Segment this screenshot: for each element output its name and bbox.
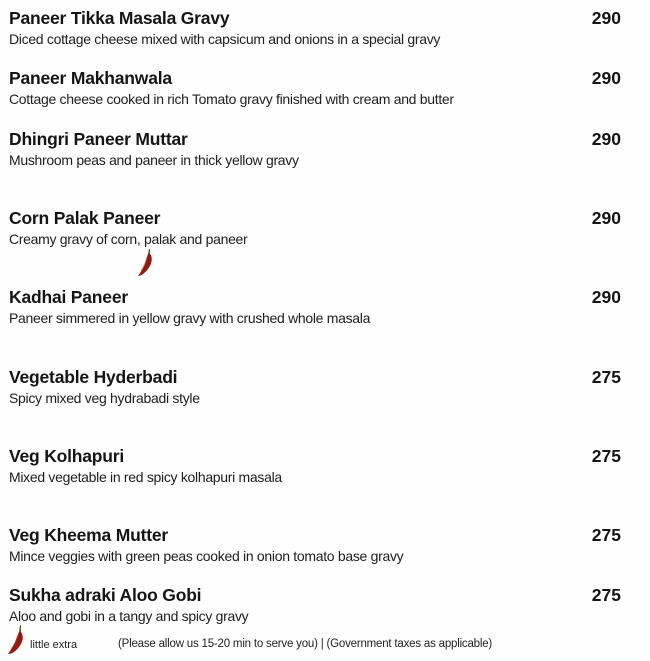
item-price: 275 xyxy=(591,446,621,466)
item-description: Diced cottage cheese mixed with capsicum and onions in a special gravy xyxy=(9,31,441,47)
item-price: 290 xyxy=(591,8,621,28)
spice-legend-label: little extra xyxy=(30,639,78,651)
item-price: 275 xyxy=(591,525,621,545)
item-description: Aloo and gobi in a tangy and spicy gravy xyxy=(9,608,249,624)
item-name: Paneer Tikka Masala Gravy xyxy=(9,8,230,28)
item-price: 290 xyxy=(591,208,621,228)
item-name: Sukha adraki Aloo Gobi xyxy=(9,585,202,605)
service-and-tax-note: (Please allow us 15-20 min to serve you) | (Government taxes as applicable) xyxy=(118,638,493,650)
item-price: 290 xyxy=(591,129,621,149)
item-description: Mushroom peas and paneer in thick yellow gravy xyxy=(9,152,299,168)
item-name: Kadhai Paneer xyxy=(9,287,128,307)
item-name: Vegetable Hyderbadi xyxy=(9,367,178,387)
item-description: Creamy gravy of corn, palak and paneer xyxy=(9,231,248,247)
item-name: Veg Kheema Mutter xyxy=(9,525,169,545)
item-price: 290 xyxy=(591,287,621,307)
chili-pepper-icon xyxy=(136,248,158,278)
item-description: Mixed vegetable in red spicy kolhapuri masala xyxy=(9,469,282,485)
item-price: 275 xyxy=(591,585,621,605)
item-description: Paneer simmered in yellow gravy with crushed whole masala xyxy=(9,310,371,326)
item-name: Veg Kolhapuri xyxy=(9,446,125,466)
item-price: 290 xyxy=(591,68,621,88)
item-price: 275 xyxy=(591,367,621,387)
chili-pepper-icon xyxy=(6,624,28,656)
item-description: Mince veggies with green peas cooked in onion tomato base gravy xyxy=(9,548,404,564)
item-name: Corn Palak Paneer xyxy=(9,208,161,228)
menu-footer xyxy=(0,630,650,657)
item-description: Cottage cheese cooked in rich Tomato gravy finished with cream and butter xyxy=(9,91,454,107)
item-description: Spicy mixed veg hydrabadi style xyxy=(9,390,200,406)
item-name: Paneer Makhanwala xyxy=(9,68,172,88)
item-name: Dhingri Paneer Muttar xyxy=(9,129,188,149)
